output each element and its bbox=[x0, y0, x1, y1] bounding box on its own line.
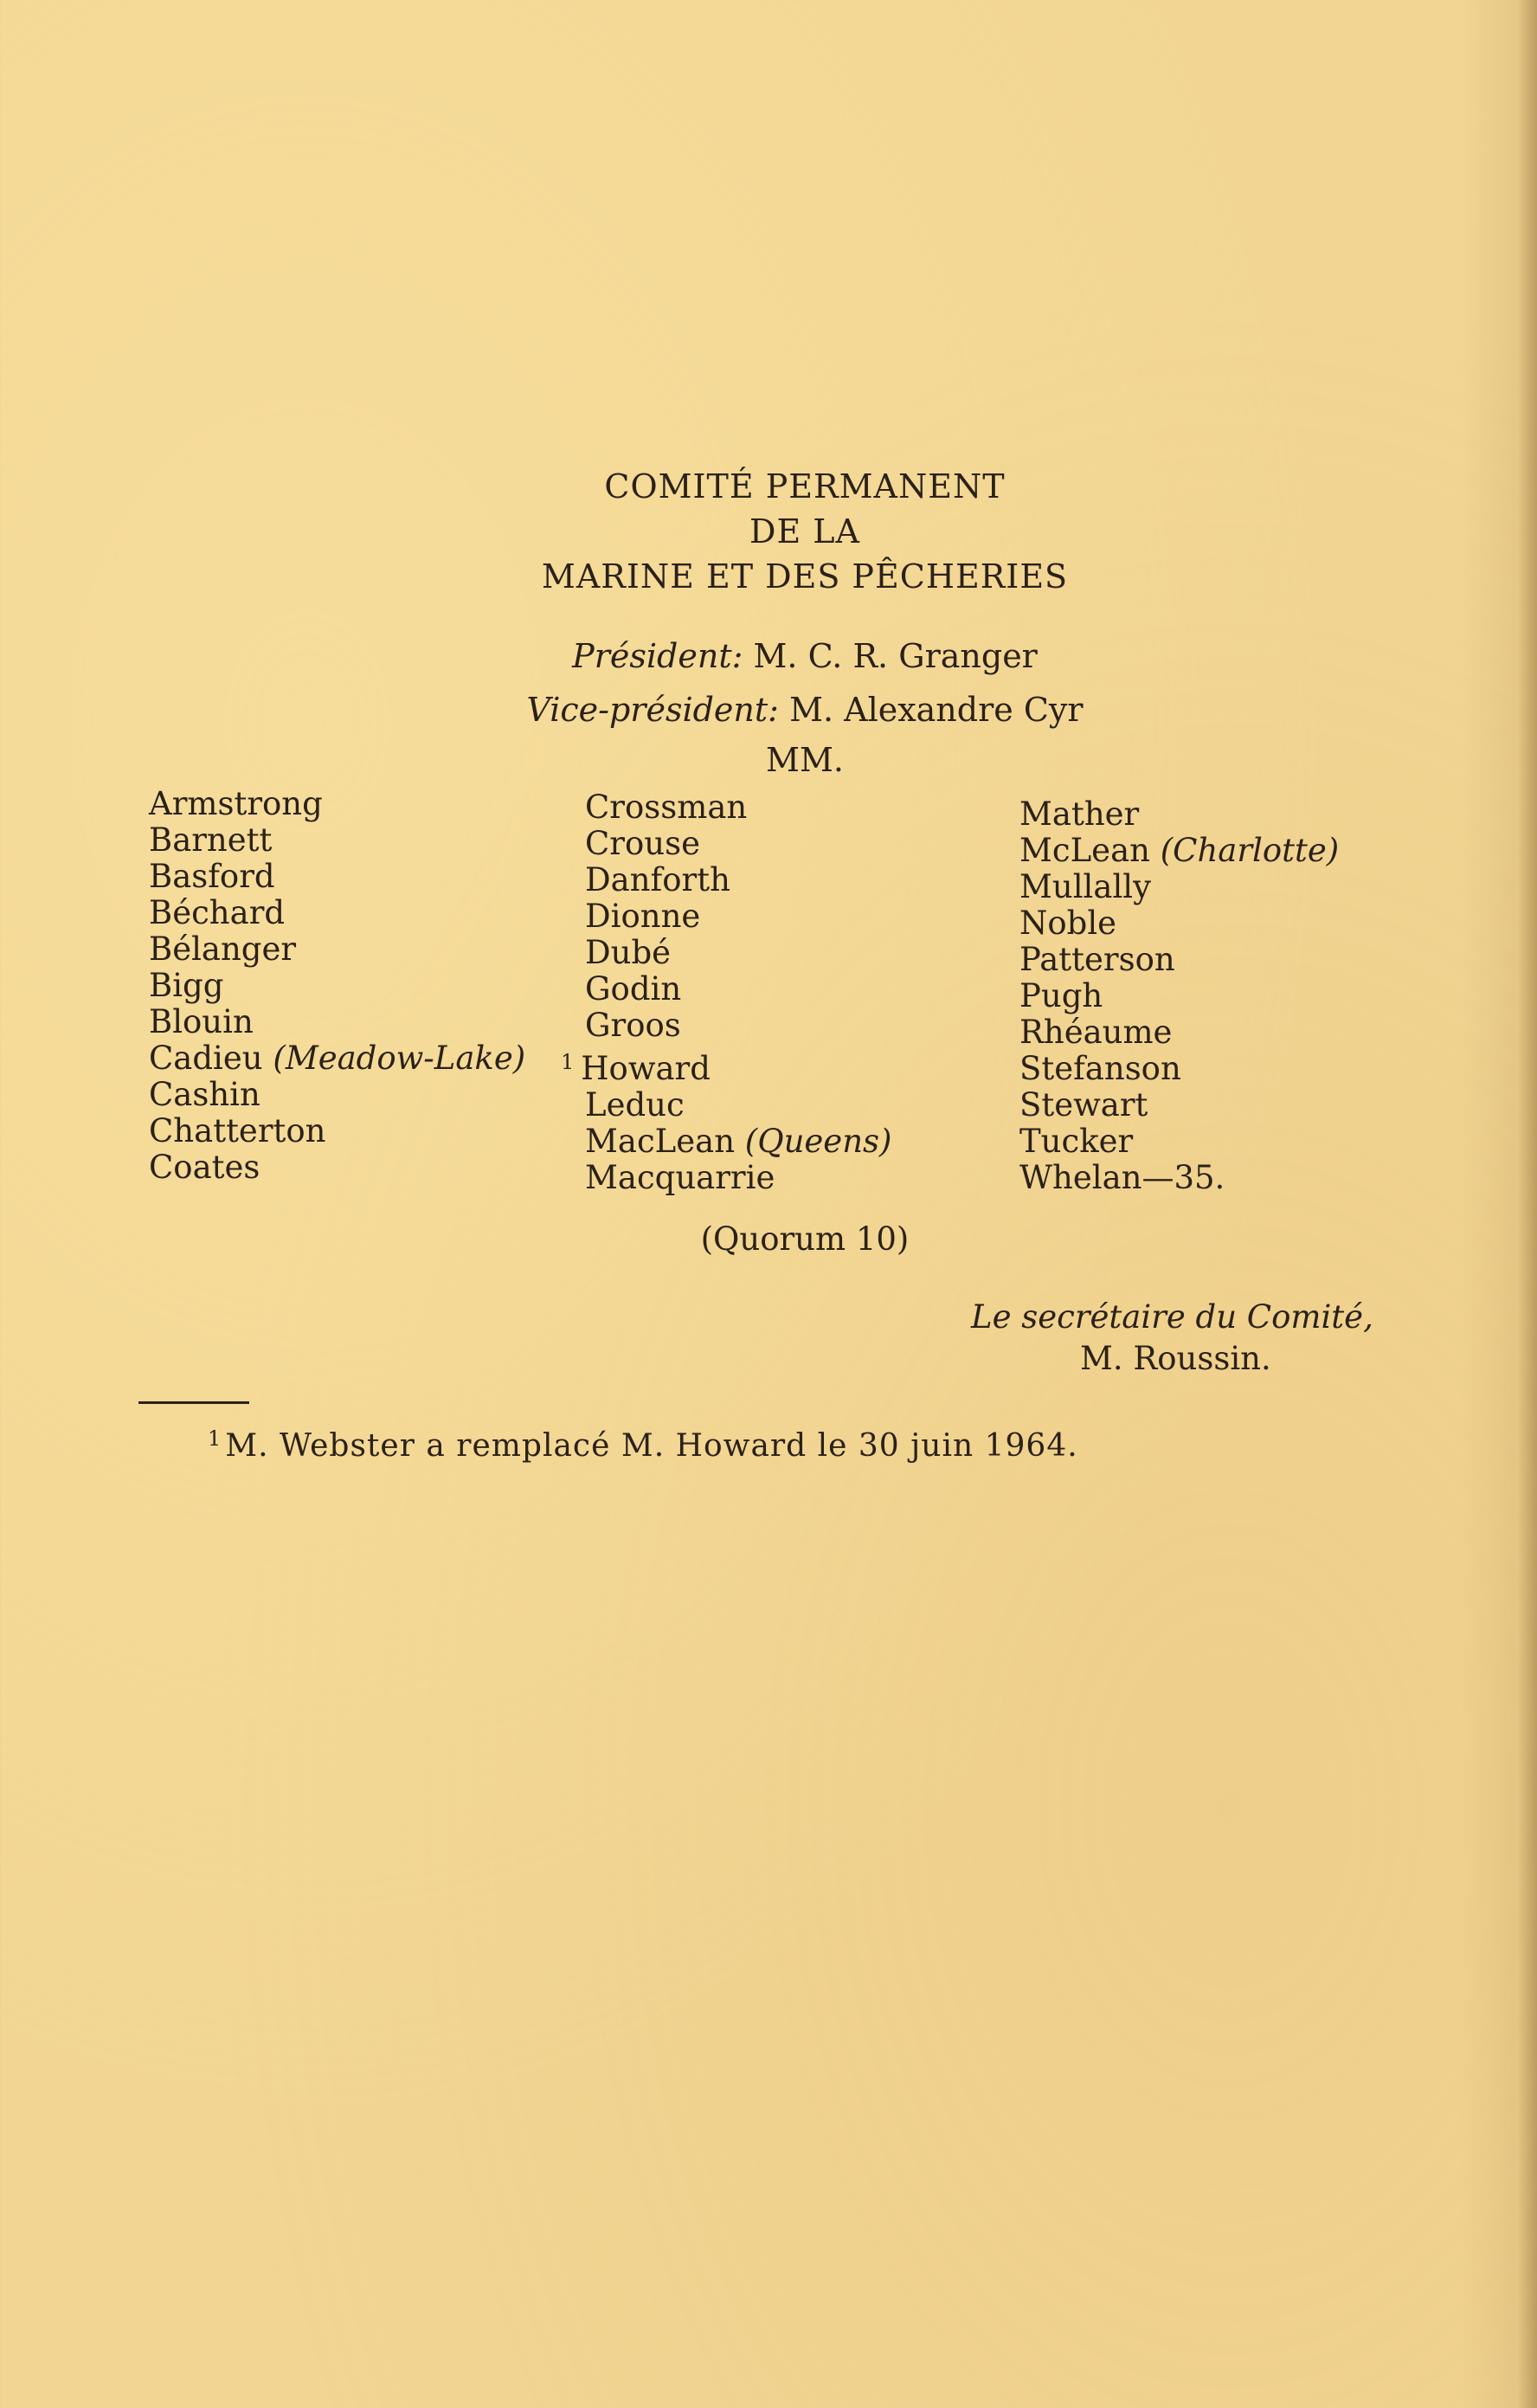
member-name: Crouse bbox=[585, 825, 700, 862]
member-name: Basford bbox=[149, 858, 275, 895]
page-edge-shadow bbox=[1518, 0, 1537, 2408]
member-riding: (Charlotte) bbox=[1160, 832, 1340, 869]
member-name: Danforth bbox=[585, 861, 730, 898]
member-name: Stewart bbox=[1019, 1086, 1148, 1124]
member-entry bbox=[1019, 833, 1339, 869]
member-name: Mather bbox=[1019, 795, 1140, 833]
member-name: MacLean bbox=[585, 1123, 736, 1160]
footnote-text: M. Webster a remplacé M. Howard le 30 juin 1964. bbox=[225, 1428, 1078, 1464]
member-riding: (Meadow-Lake) bbox=[273, 1040, 526, 1077]
secretary-title: Le secrétaire du Comité, bbox=[971, 1298, 1373, 1336]
footnote bbox=[208, 1426, 1078, 1464]
vice-president-name: M. Alexandre Cyr bbox=[789, 691, 1084, 729]
member-name: Rhéaume bbox=[1019, 1014, 1173, 1051]
committee-title-line-2: DE LA bbox=[749, 512, 860, 550]
member-name: Tucker bbox=[1019, 1123, 1134, 1160]
member-name: Béchard bbox=[149, 894, 286, 931]
vice-president-label: Vice-président: bbox=[526, 691, 779, 729]
member-riding: (Queens) bbox=[744, 1123, 892, 1160]
member-name: Noble bbox=[1019, 905, 1117, 942]
member-name: Whelan—35. bbox=[1019, 1159, 1225, 1196]
mm-label: MM. bbox=[766, 741, 844, 779]
footnote-marker: 1 bbox=[561, 1050, 575, 1074]
committee-title-line-3: MARINE ET DES PÊCHERIES bbox=[541, 557, 1069, 596]
member-column-3 bbox=[1019, 796, 1339, 1196]
footnote-rule bbox=[138, 1401, 249, 1404]
member-name: Mullally bbox=[1019, 868, 1152, 905]
member-name: Dionne bbox=[585, 898, 701, 935]
member-entry bbox=[561, 1044, 891, 1087]
footnote-number: 1 bbox=[208, 1426, 222, 1451]
member-name: Cashin bbox=[149, 1076, 260, 1113]
member-entry bbox=[561, 1124, 891, 1160]
member-name: Blouin bbox=[149, 1003, 254, 1040]
member-name: Armstrong bbox=[149, 785, 323, 822]
secretary-name: M. Roussin. bbox=[1080, 1340, 1271, 1377]
member-name: Godin bbox=[585, 970, 682, 1008]
president-line bbox=[0, 637, 1537, 675]
member-name: Pugh bbox=[1019, 977, 1103, 1014]
committee-title-line-1: COMITÉ PERMANENT bbox=[604, 467, 1006, 505]
member-name: Cadieu bbox=[149, 1040, 263, 1077]
president-label: Président: bbox=[572, 637, 743, 675]
member-name: Crossman bbox=[585, 789, 748, 826]
member-name: Groos bbox=[585, 1007, 681, 1044]
member-name: Patterson bbox=[1019, 941, 1175, 978]
member-name: Howard bbox=[581, 1050, 711, 1087]
president-name: M. C. R. Granger bbox=[753, 637, 1038, 675]
member-column-1 bbox=[149, 786, 525, 1186]
member-name: Chatterton bbox=[149, 1112, 326, 1149]
quorum-note: (Quorum 10) bbox=[700, 1220, 910, 1258]
member-name: Coates bbox=[149, 1149, 260, 1186]
member-name: Barnett bbox=[149, 821, 273, 859]
member-name: McLean bbox=[1019, 832, 1150, 869]
member-entry bbox=[149, 1040, 525, 1077]
member-name: Dubé bbox=[585, 934, 672, 971]
member-column-2 bbox=[561, 789, 891, 1196]
member-name: Macquarrie bbox=[585, 1159, 775, 1196]
member-name: Stefanson bbox=[1019, 1050, 1181, 1087]
vice-president-line bbox=[0, 691, 1537, 729]
member-name: Bélanger bbox=[149, 930, 297, 968]
member-name: Bigg bbox=[149, 967, 224, 1004]
member-name: Leduc bbox=[585, 1086, 685, 1124]
